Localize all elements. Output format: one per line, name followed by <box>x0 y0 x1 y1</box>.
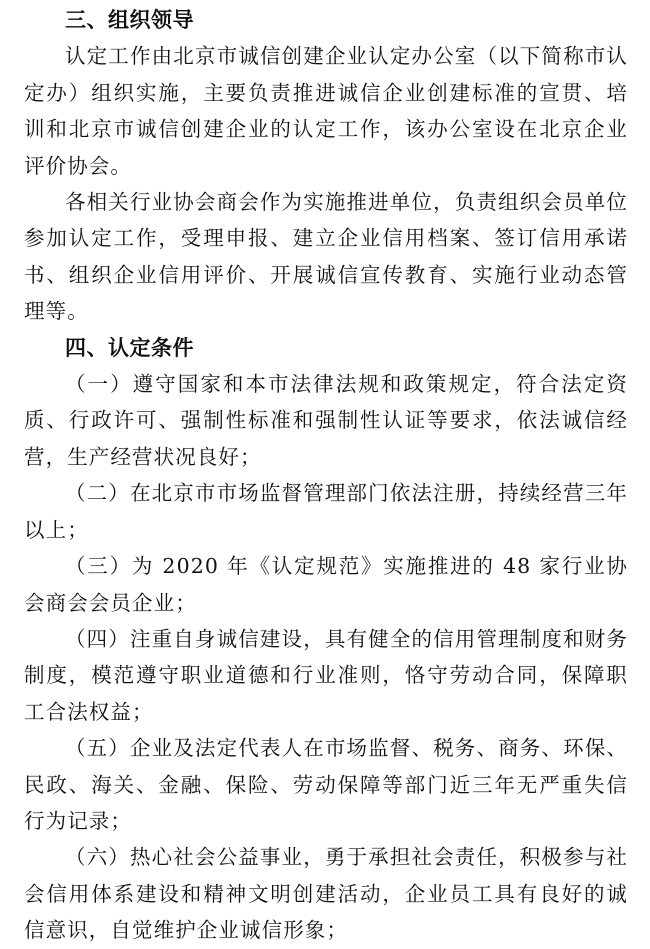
condition-item-6: （六）热心社会公益事业，勇于承担社会责任，积极参与社会信用体系建设和精神文明创建活动，企业员工具有良好的诚信意识，自觉维护企业诚信形象； <box>24 845 628 943</box>
paragraph-industry-associations: 各相关行业协会商会作为实施推进单位，负责组织会员单位参加认定工作，受理申报、建立企业信用档案、签订信用承诺书、组织企业信用评价、开展诚信宣传教育、实施行业动态管理等。 <box>24 190 628 324</box>
paragraph-certification-office: 认定工作由北京市诚信创建企业认定办公室（以下简称市认定办）组织实施，主要负责推进诚信企业创建标准的宣贯、培训和北京市诚信创建企业的认定工作，该办公室设在北京企业评价协会。 <box>24 44 628 178</box>
condition-item-3: （三）为 2020 年《认定规范》实施推进的 48 家行业协会商会会员企业； <box>24 554 628 615</box>
condition-item-2: （二）在北京市市场监督管理部门依法注册，持续经营三年以上； <box>24 481 628 542</box>
section-heading-organization: 三、组织领导 <box>65 8 194 32</box>
condition-item-4: （四）注重自身诚信建设，具有健全的信用管理制度和财务制度，模范遵守职业道德和行业准则，恪守劳动合同，保障职工合法权益； <box>24 626 628 724</box>
section-heading-conditions: 四、认定条件 <box>65 335 194 360</box>
condition-item-5: （五）企业及法定代表人在市场监督、税务、商务、环保、民政、海关、金融、保险、劳动保障等部门近三年无严重失信行为记录； <box>24 736 628 833</box>
condition-item-1: （一）遵守国家和本市法律法规和政策规定，符合法定资质、行政许可、强制性标准和强制性认证等要求，依法诚信经营，生产经营状况良好； <box>24 372 628 469</box>
